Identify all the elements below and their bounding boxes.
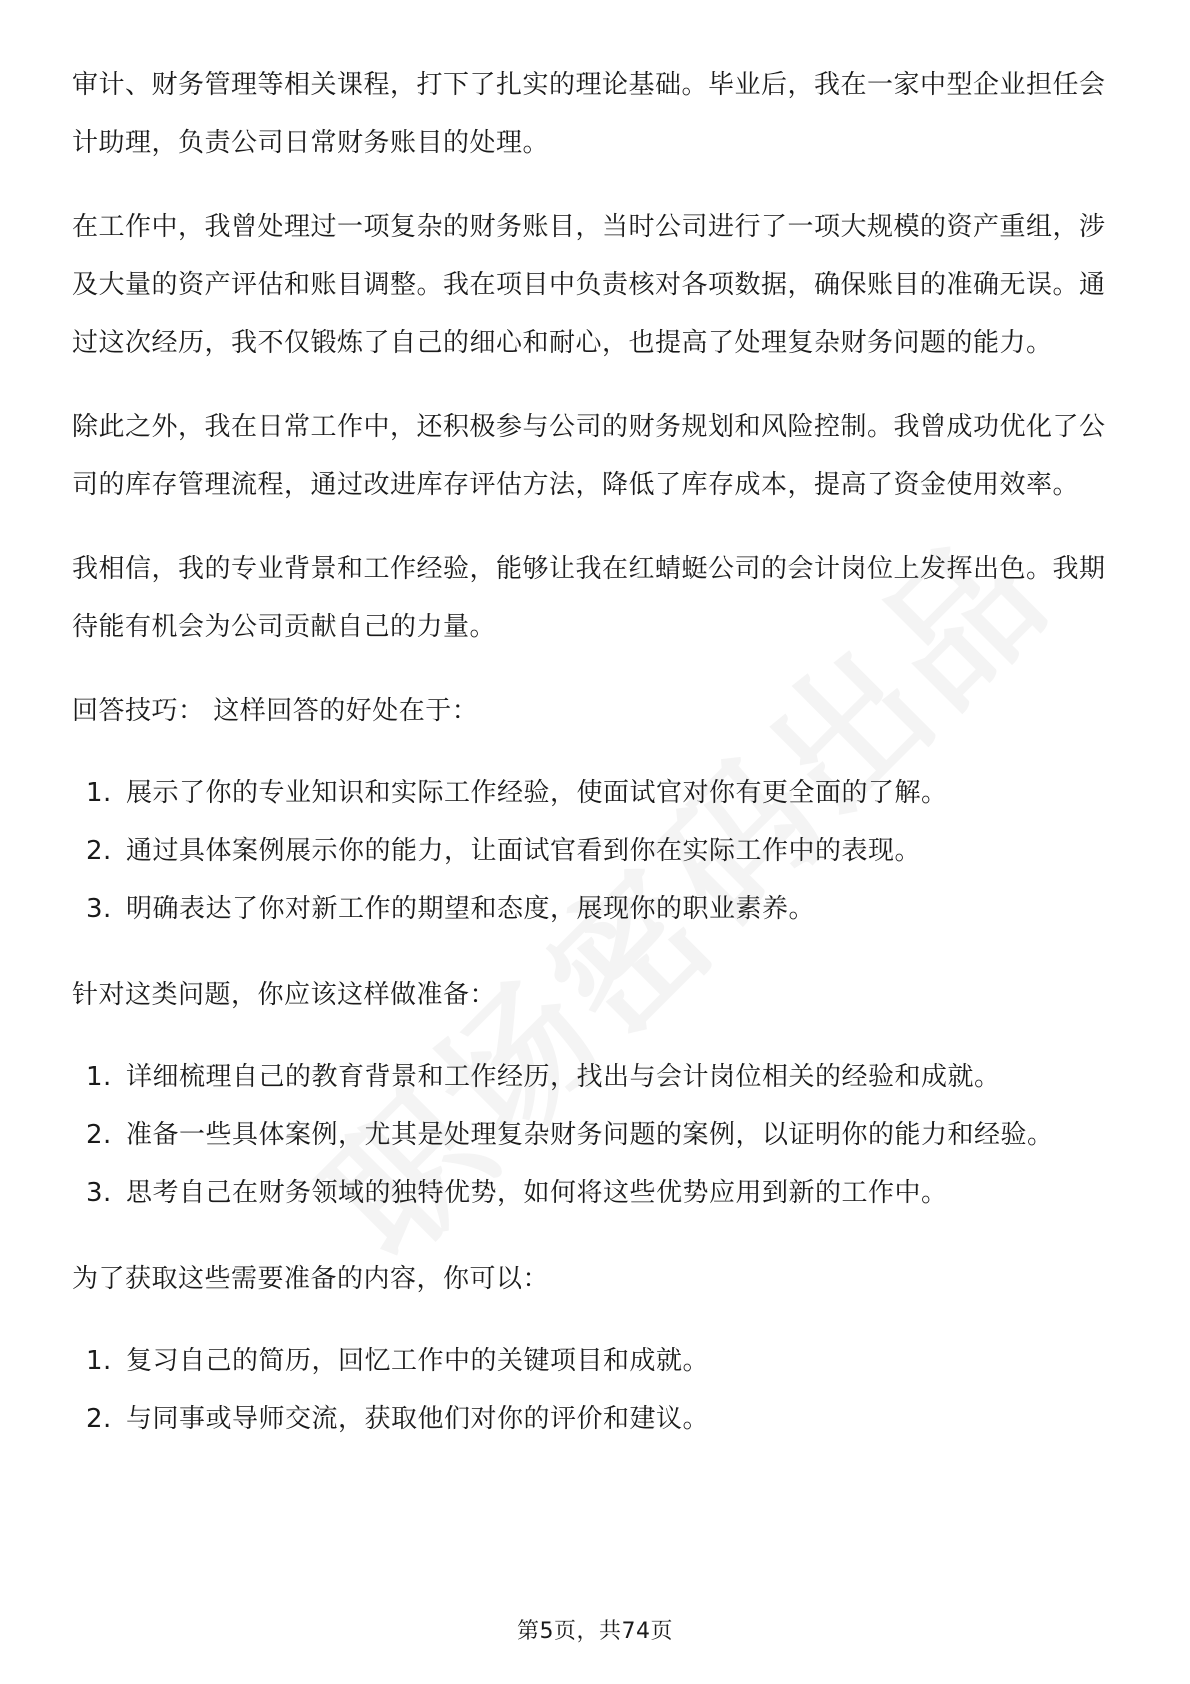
paragraph-work-experience: 在工作中，我曾处理过一项复杂的财务账目，当时公司进行了一项大规模的资产重组，涉及大量的资产评估和账目调整。我在项目中负责核对各项数据，确保账目的准确无误。通过这次经历，我不仅锻炼了自己的细心和耐心，也提高了处理复杂财务问题的能力。 xyxy=(72,212,1106,358)
list-item-text: 复习自己的简历，回忆工作中的关键项目和成就。 xyxy=(126,1346,710,1376)
tips-list xyxy=(72,764,1122,938)
page-content xyxy=(72,56,1122,1476)
list-item-text: 展示了你的专业知识和实际工作经验，使面试官对你有更全面的了解。 xyxy=(126,778,948,808)
paragraph-education-background: 审计、财务管理等相关课程，打下了扎实的理论基础。毕业后，我在一家中型企业担任会计助理，负责公司日常财务账目的处理。 xyxy=(72,70,1106,158)
page-indicator: 第5页，共74页 xyxy=(517,1619,673,1644)
list-item-text: 明确表达了你对新工作的期望和态度，展现你的职业素养。 xyxy=(126,894,816,924)
list-item xyxy=(72,1332,1122,1390)
list-item-text: 与同事或导师交流，获取他们对你的评价和建议。 xyxy=(126,1404,710,1434)
list-number: 3. xyxy=(86,894,112,924)
list-item xyxy=(72,1164,1122,1222)
list-number: 2. xyxy=(86,1120,112,1150)
list-number: 3. xyxy=(86,1178,112,1208)
list-item-text: 准备一些具体案例，尤其是处理复杂财务问题的案例，以证明你的能力和经验。 xyxy=(126,1120,1054,1150)
list-item xyxy=(72,1390,1122,1448)
tips-heading: 回答技巧： 这样回答的好处在于： xyxy=(72,696,479,726)
obtain-heading: 为了获取这些需要准备的内容，你可以： xyxy=(72,1264,550,1294)
list-item xyxy=(72,1106,1122,1164)
list-item xyxy=(72,822,1122,880)
list-item xyxy=(72,880,1122,938)
list-item-text: 思考自己在财务领域的独特优势，如何将这些优势应用到新的工作中。 xyxy=(126,1178,948,1208)
paragraph-closing-statement: 我相信，我的专业背景和工作经验，能够让我在红蜻蜓公司的会计岗位上发挥出色。我期待能有机会为公司贡献自己的力量。 xyxy=(72,554,1106,642)
list-number: 1. xyxy=(86,1062,112,1092)
list-item-text: 通过具体案例展示你的能力，让面试官看到你在实际工作中的表现。 xyxy=(126,836,922,866)
list-number: 2. xyxy=(86,836,112,866)
paragraph-additional-contributions: 除此之外，我在日常工作中，还积极参与公司的财务规划和风险控制。我曾成功优化了公司的库存管理流程，通过改进库存评估方法，降低了库存成本，提高了资金使用效率。 xyxy=(72,412,1106,500)
prepare-list xyxy=(72,1048,1122,1222)
obtain-list xyxy=(72,1332,1122,1448)
list-item xyxy=(72,1048,1122,1106)
list-number: 2. xyxy=(86,1404,112,1434)
list-number: 1. xyxy=(86,778,112,808)
list-item-text: 详细梳理自己的教育背景和工作经历，找出与会计岗位相关的经验和成就。 xyxy=(126,1062,1001,1092)
list-number: 1. xyxy=(86,1346,112,1376)
list-item xyxy=(72,764,1122,822)
prepare-heading: 针对这类问题，你应该这样做准备： xyxy=(72,980,497,1010)
